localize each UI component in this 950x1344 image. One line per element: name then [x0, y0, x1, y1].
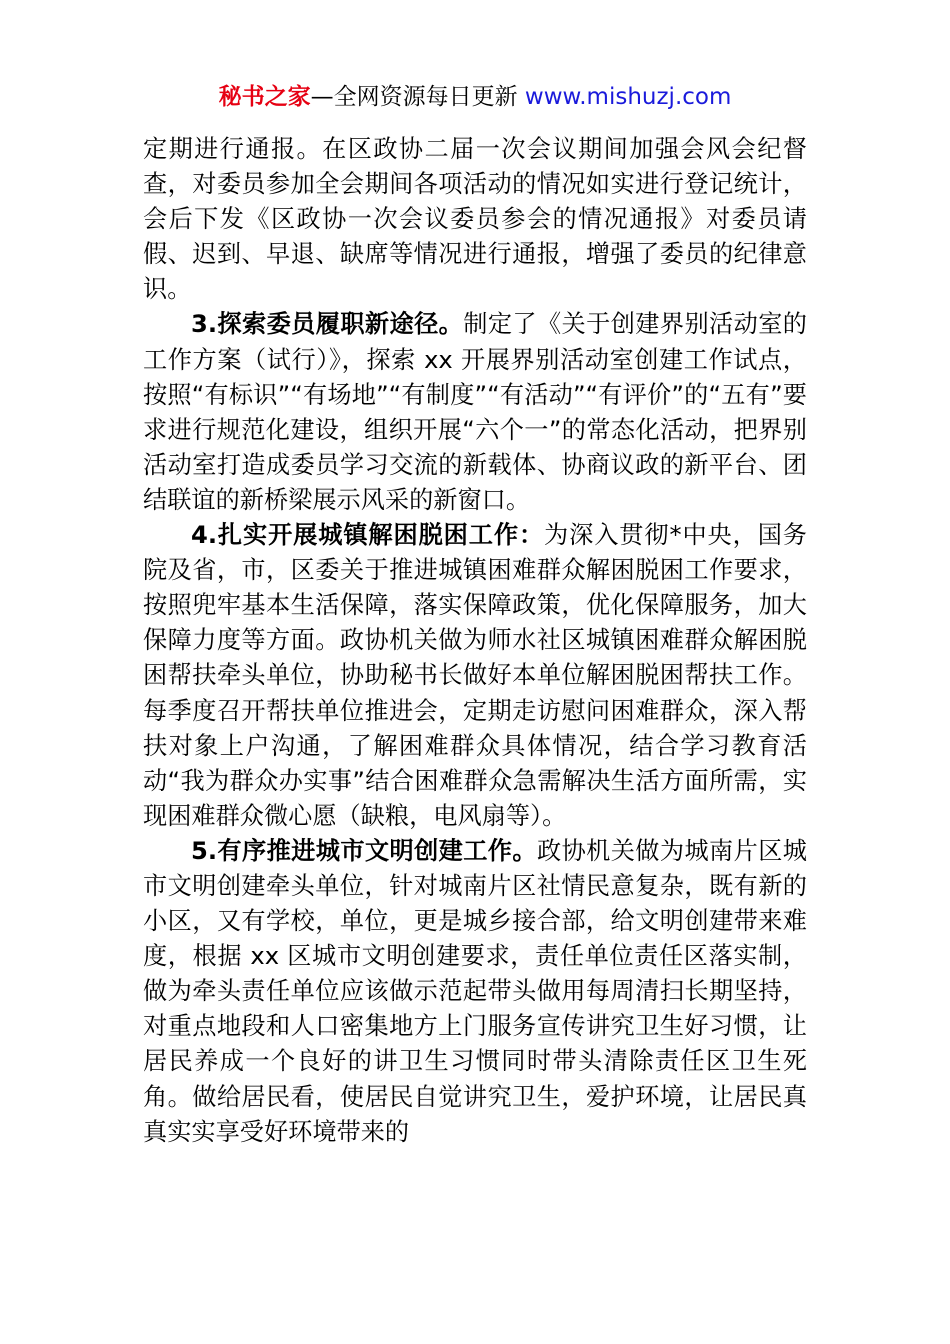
site-brand: 秘书之家 — [218, 84, 311, 110]
paragraph-heading: 3.探索委员履职新途径。 — [191, 310, 464, 339]
paragraph-item-3 — [143, 307, 807, 518]
paragraph-item-4 — [143, 518, 807, 834]
paragraph-text: 制定了《关于创建界别活动室的工作方案（试行）》，探索 xx 开展界别活动室创建工作试点，按照“有标识”“有场地”“有制度”“有活动”“有评价”的“五有”要求进行规范化建设，组织开展“六个一”的常态化活动，把界别活动室打造成委员学习交流的新载体、协商议政的新平台、团结联谊的新桥梁展示风采的新窗口。 — [143, 310, 807, 514]
paragraph-continuation — [143, 132, 807, 307]
paragraph-text: 定期进行通报。在区政协二届一次会议期间加强会风会纪督查，对委员参加全会期间各项活动的情况如实进行登记统计，会后下发《区政协一次会议委员参会的情况通报》对委员请假、迟到、早退、缺席等情况进行通报，增强了委员的纪律意识。 — [143, 135, 807, 304]
paragraph-item-5 — [143, 834, 807, 1150]
site-tagline: —全网资源每日更新 — [310, 84, 525, 110]
site-header — [0, 80, 950, 114]
paragraph-heading: 4.扎实开展城镇解困脱困工作： — [191, 521, 545, 550]
site-url-link[interactable]: www.mishuzj.com — [524, 84, 732, 110]
paragraph-text: 为深入贯彻*中央，国务院及省，市，区委关于推进城镇困难群众解困脱困工作要求，按照兜牢基本生活保障，落实保障政策，优化保障服务，加大保障力度等方面。政协机关做为师水社区城镇困难群众解困脱困帮扶牵头单位，协助秘书长做好本单位解困脱困帮扶工作。每季度召开帮扶单位推进会，定期走访慰问困难群众，深入帮扶对象上户沟通，了解困难群众具体情况，结合学习教育活动“我为群众办实事”结合困难群众急需解决生活方面所需，实现困难群众微心愿（缺粮，电风扇等）。 — [143, 521, 807, 830]
paragraph-text: 政协机关做为城南片区城市文明创建牵头单位，针对城南片区社情民意复杂，既有新的小区，又有学校，单位，更是城乡接合部，给文明创建带来难度，根据 xx 区城市文明创建要求，责任单位责任区落实制，做为牵头责任单位应该做示范起带头做用每周清扫长期坚持，对重点地段和人口密集地方上门服务宣传讲究卫生好习惯，让居民养成一个良好的讲卫生习惯同时带头清除责任区卫生死角。做给居民看，使居民自觉讲究卫生，爱护环境，让居民真真实实享受好环境带来的 — [143, 836, 807, 1146]
paragraph-heading: 5.有序推进城市文明创建工作。 — [191, 836, 537, 865]
document-body — [143, 132, 807, 1150]
